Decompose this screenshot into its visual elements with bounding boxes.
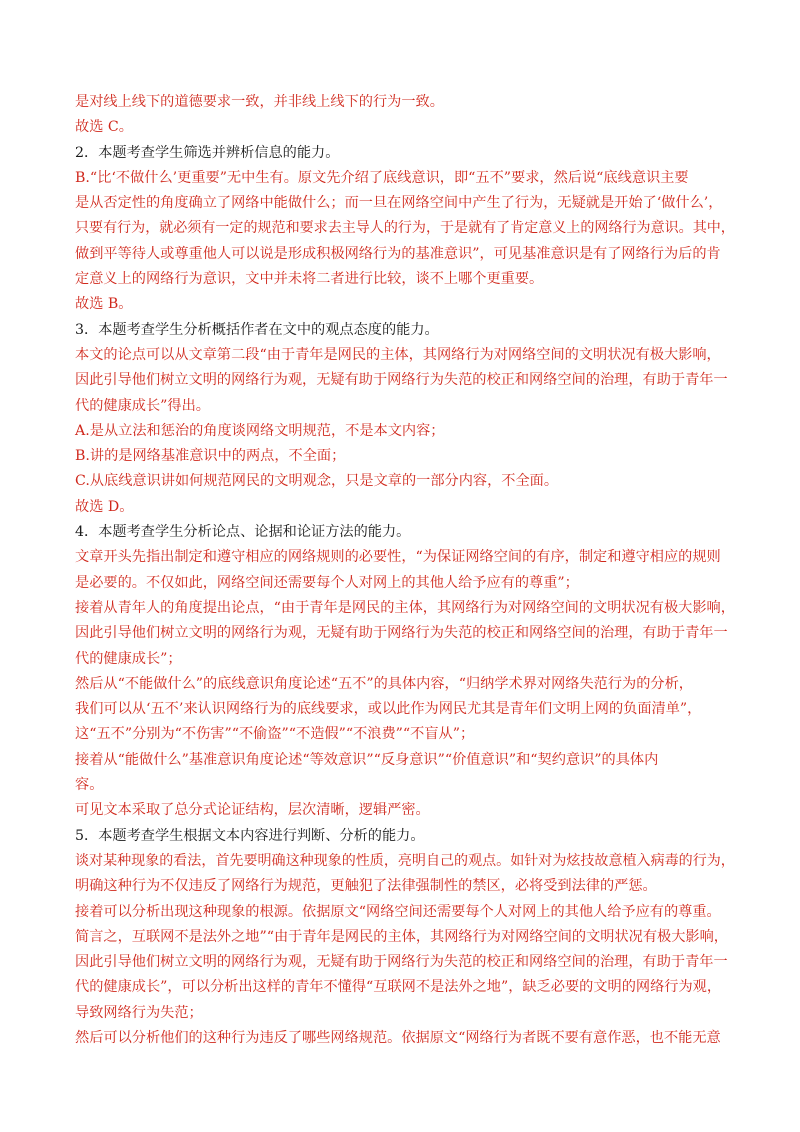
explanation-line: 明确这种行为不仅违反了网络行为规范，更触犯了法律强制性的禁区，必将受到法律的严惩。 [75,878,657,895]
question-heading: 5．本题考查学生根据文本内容进行判断、分析的能力。 [75,827,425,844]
explanation-line: 因此引导他们树立文明的网络行为观，无疑有助于网络行为失范的校正和网络空间的治理，有助于青年一 [75,625,728,642]
explanation-line: B.讲的是网络基准意识中的两点，不全面； [75,448,346,465]
question-heading: 4．本题考查学生分析论点、论据和论证方法的能力。 [75,524,411,541]
explanation-line: 容。 [75,777,104,794]
explanation-line: 文章开头先指出制定和遵守相应的网络规则的必要性，“为保证网络空间的有序，制定和遵守相应的规则 [75,549,721,566]
explanation-line: 可见文本采取了总分式论证结构，层次清晰，逻辑严密。 [75,802,430,819]
explanation-line: A.是从立法和惩治的角度谈网络文明规范，不是本文内容； [75,422,445,439]
explanation-line: 是从否定性的角度确立了网络中能做什么；而一旦在网络空间中产生了行为，无疑就是开始了‘做什么’， [75,195,723,212]
explanation-line: 这“五不”分别为“不伤害”“不偷盗”“不造假”“不浪费”“不盲从”； [75,726,475,743]
explanation-line: 故选 C。 [75,119,133,136]
explanation-line: 谈对某种现象的看法，首先要明确这种现象的性质，亮明自己的观点。如针对为炫技故意植入病毒的行为， [75,852,735,869]
explanation-line: 我们可以从‘五不’来认识网络行为的底线要求，或以此作为网民尤其是青年们文明上网的负面清单”， [75,701,702,718]
explanation-line: B.“比‘不做什么’更重要”无中生有。原文先介绍了底线意识，即“五不”要求，然后说“底线意识主要 [75,169,689,186]
explanation-line: 简言之，互联网不是法外之地”“由于青年是网民的主体，其网络行为对网络空间的文明状况有极大影响， [75,928,728,945]
explanation-line: 做到平等待人或尊重他人可以说是形成积极网络行为的基准意识”，可见基准意识是有了网络行为后的肯 [75,245,721,262]
explanation-line: 接着从“能做什么”基准意识角度论述“等效意识”“反身意识”“价值意识”和“契约意识”的具体内 [75,751,659,768]
explanation-line: 代的健康成长”，可以分析出这样的青年不懂得“互联网不是法外之地”，缺乏必要的文明的网络行为观， [75,979,722,996]
explanation-line: 接着可以分析出现这种现象的根源。依据原文“网络空间还需要每个人对网上的其他人给予应有的尊重。 [75,903,721,920]
explanation-line: 然后从“不能做什么”的底线意识角度论述“五不”的具体内容，“归纳学术界对网络失范行为的分析， [75,675,693,692]
explanation-line: 故选 B。 [75,296,133,313]
explanation-line: 定意义上的网络行为意识，文中并未将二者进行比较，谈不上哪个更重要。 [75,271,544,288]
explanation-line: 是对线上线下的道德要求一致，并非线上线下的行为一致。 [75,94,444,110]
explanation-line: 只要有行为，就必须有一定的规范和要求去主导人的行为，于是就有了肯定意义上的网络行为意识。其中， [75,220,735,237]
explanation-line: 是必要的。不仅如此，网络空间还需要每个人对网上的其他人给予应有的尊重”； [75,574,579,591]
explanation-line: 导致网络行为失范； [75,1004,203,1021]
question-heading: 2．本题考查学生筛选并辨析信息的能力。 [75,144,340,161]
explanation-line: C.从底线意识讲如何规范网民的文明观念，只是文章的一部分内容，不全面。 [75,473,559,490]
explanation-line: 本文的论点可以从文章第二段“由于青年是网民的主体，其网络行为对网络空间的文明状况有极大影响， [75,346,721,363]
answer-explanation-page [75,90,735,1051]
explanation-line: 故选 D。 [75,498,134,515]
explanation-line: 因此引导他们树立文明的网络行为观，无疑有助于网络行为失范的校正和网络空间的治理，有助于青年一 [75,954,728,971]
explanation-line: 然后可以分析他们的这种行为违反了哪些网络规范。依据原文“网络行为者既不要有意作恶，也不能无意 [75,1029,721,1046]
explanation-line: 代的健康成长”得出。 [75,397,210,414]
question-heading: 3．本题考查学生分析概括作者在文中的观点态度的能力。 [75,321,439,338]
explanation-line: 接着从青年人的角度提出论点，“由于青年是网民的主体，其网络行为对网络空间的文明状况有极大影响， [75,599,735,616]
explanation-line: 因此引导他们树立文明的网络行为观，无疑有助于网络行为失范的校正和网络空间的治理，有助于青年一 [75,372,728,389]
explanation-line: 代的健康成长”； [75,650,182,667]
